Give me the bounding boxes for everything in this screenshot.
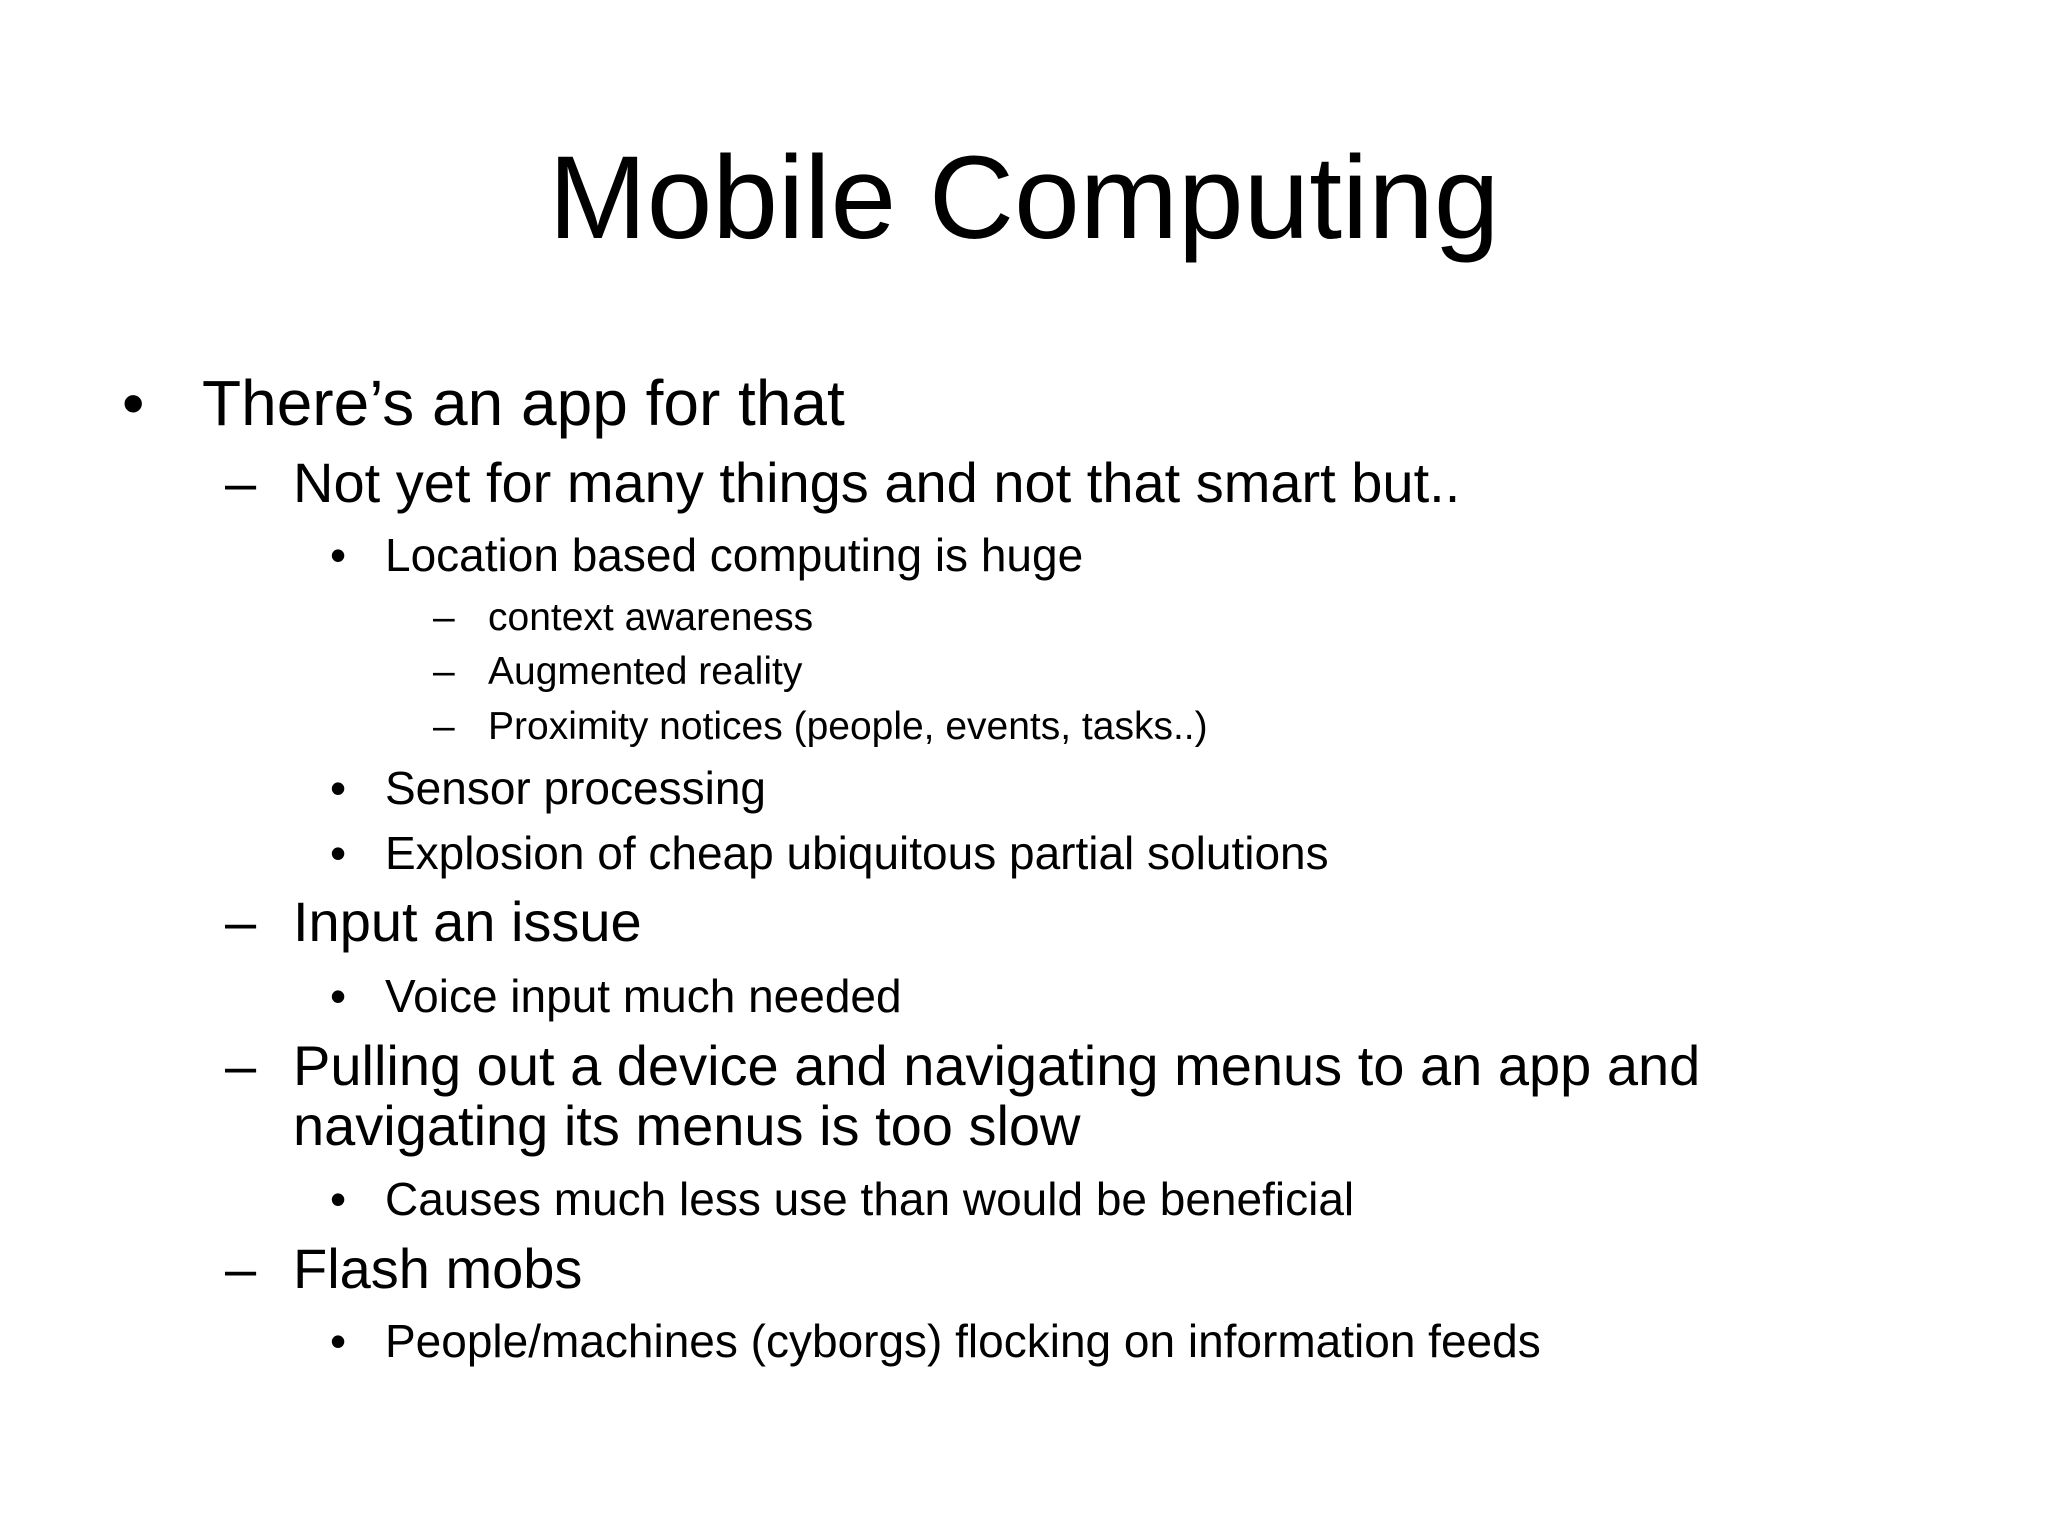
bullet-text: Proximity notices (people, events, tasks..) [488,705,1208,748]
bullet-marker: • [330,1173,347,1225]
bullet-marker: • [330,827,347,879]
bullet-text: context awareness [488,596,814,639]
dash-marker: – [225,451,257,514]
bullet-text: Location based computing is huge [385,529,1084,581]
dash-marker: – [225,890,257,953]
bullet-text: Explosion of cheap ubiquitous partial solutions [385,827,1329,879]
dash-marker: – [433,705,455,748]
bullet-text: Pulling out a device and navigating menus to an app and [293,1034,1701,1097]
bullet-text: Not yet for many things and not that smart but.. [293,451,1461,514]
bullet-text: There’s an app for that [202,367,845,439]
bullet-text: Causes much less use than would be beneficial [385,1173,1355,1225]
bullet-marker: • [122,367,145,439]
bullet-text: Voice input much needed [385,970,902,1022]
bullet-marker: • [330,1315,347,1367]
dash-marker: – [433,596,455,639]
dash-marker: – [225,1237,257,1300]
dash-marker: – [433,650,455,693]
bullet-text: Sensor processing [385,762,766,814]
slide-title: Mobile Computing [548,132,1500,264]
bullet-text: navigating its menus is too slow [293,1094,1081,1157]
bullet-text: Input an issue [293,890,642,953]
bullet-marker: • [330,762,347,814]
bullet-text: Augmented reality [488,650,803,693]
bullet-text: People/machines (cyborgs) flocking on information feeds [385,1315,1541,1367]
bullet-marker: • [330,529,347,581]
dash-marker: – [225,1034,257,1097]
bullet-text: Flash mobs [293,1237,583,1300]
bullet-marker: • [330,970,347,1022]
